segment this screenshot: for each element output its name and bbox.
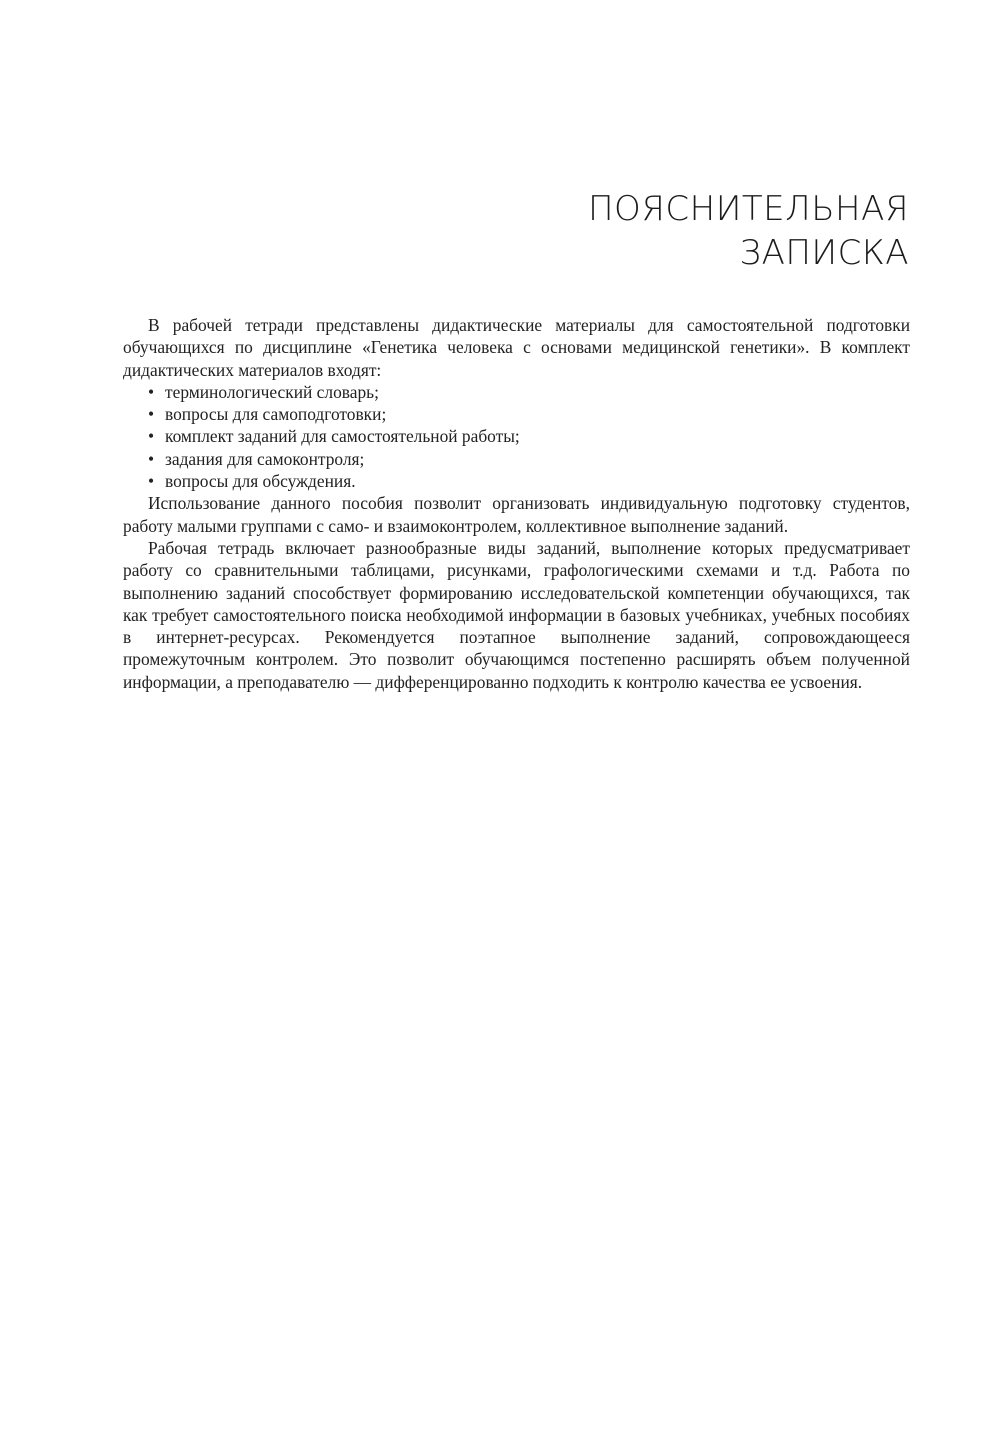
usage-paragraph: Использование данного пособия позволит организовать индивидуальную подготовку студентов, работу малыми группами с само- и взаимоконтролем, коллективное выполнение заданий. xyxy=(123,493,910,536)
title-line-1: ПОЯСНИТЕЛЬНАЯ xyxy=(587,188,909,229)
title-line-2: ЗАПИСКА xyxy=(739,232,909,273)
workbook-paragraph: Рабочая тетрадь включает разнообразные виды заданий, выполнение которых предусматривает работу со сравнительными таблицами, рисунками, графологическими схемами и т.д. Работа по выполнению заданий способствует формированию исследовательской компетенции обучающихся, так как требует самостоятельного поиска необходимой информации в базовых учебниках, учебных пособиях в интернет-ресурсах. Рекомендуется поэтапное выполнение заданий, сопровождающееся промежуточным контролем. Это позволит обучающимся постепенно расширять объем полученной информации, а преподавателю — дифференцированно подходить к контролю качества ее усвоения. xyxy=(123,537,910,692)
page-title xyxy=(588,187,909,275)
list-item: • вопросы для обсуждения. xyxy=(148,470,910,492)
body-text xyxy=(123,314,910,693)
list-item: • комплект заданий для самостоятельной работы; xyxy=(148,425,910,447)
materials-list xyxy=(123,381,910,492)
list-item: • вопросы для самоподготовки; xyxy=(148,403,910,425)
intro-paragraph: В рабочей тетради представлены дидактические материалы для самостоятельной подготовки обучающихся по дисциплине «Генетика человека с основами медицинской генетики». В комплект дидактических материалов входят: xyxy=(123,315,910,380)
list-item: • задания для самоконтроля; xyxy=(148,448,910,470)
list-item: • терминологический словарь; xyxy=(148,381,910,403)
